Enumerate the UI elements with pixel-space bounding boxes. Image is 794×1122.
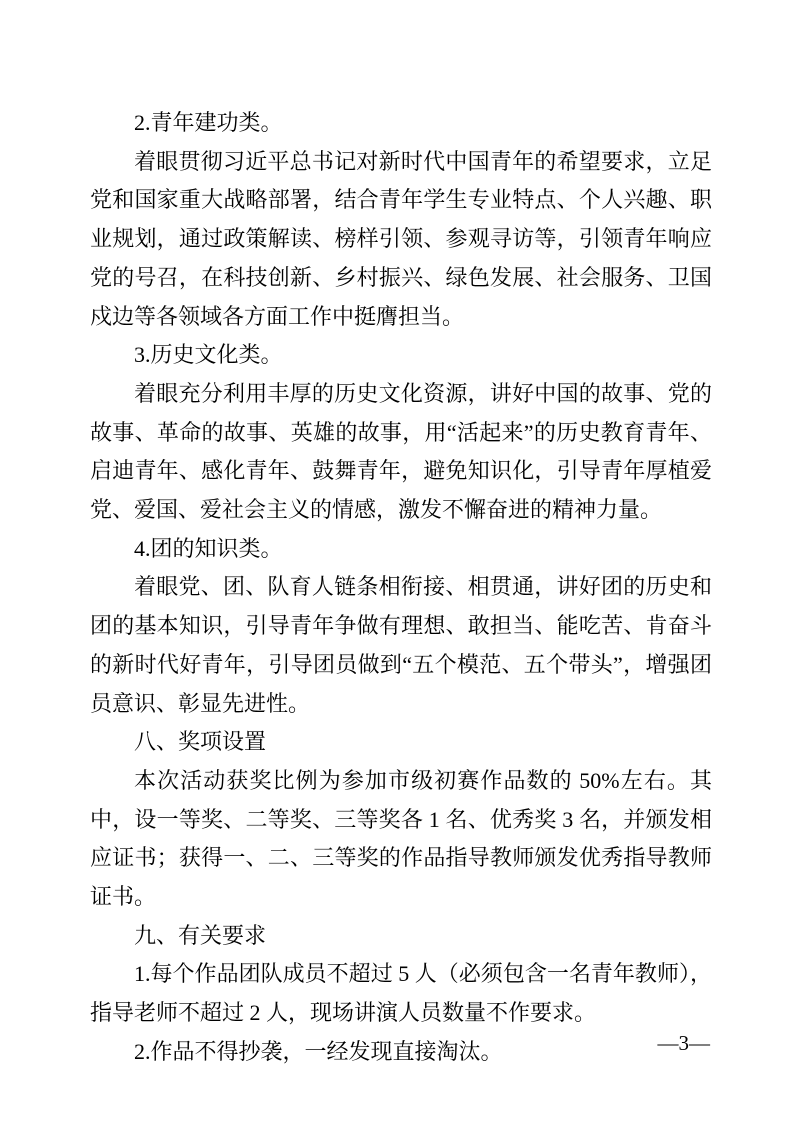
section-heading-requirements: 九、有关要求 [134,922,267,948]
section-heading-league-knowledge: 4.团的知识类。 [134,535,283,561]
paragraph-requirement-2: 2.作品不得抄袭，一经发现直接淘汰。 [134,1038,503,1064]
paragraph-youth-achievement: 着眼贯彻习近平总书记对新时代中国青年的希望要求，立足党和国家重大战略部署，结合青年学生专业特点、个人兴趣、职业规划，通过政策解读、榜样引领、参观寻访等，引领青年响应党的号召，在科技创新、乡村振兴、绿色发展、社会服务、卫国戍边等各领域各方面工作中挺膺担当。 [90,148,712,329]
paragraph-awards: 本次活动获奖比例为参加市级初赛作品数的 50%左右。其中，设一等奖、二等奖、三等奖各 1 名、优秀奖 3 名，并颁发相应证书；获得一、二、三等奖的作品指导教师颁发优秀指导教师证书。 [90,767,712,910]
paragraph-league-knowledge: 着眼党、团、队育人链条相衔接、相贯通，讲好团的历史和团的基本知识，引导青年争做有理想、敢担当、能吃苦、肯奋斗的新时代好青年，引导团员做到“五个模范、五个带头”，增强团员意识、彰显先进性。 [90,574,712,716]
section-heading-youth-achievement: 2.青年建功类。 [134,110,283,135]
section-heading-awards: 八、奖项设置 [134,729,267,755]
paragraph-requirement-1: 1.每个作品团队成员不超过 5 人（必须包含一名青年教师），指导老师不超过 2 人，现场讲演人员数量不作要求。 [90,961,712,1026]
page-number: —3— [657,1031,710,1055]
section-heading-history-culture: 3.历史文化类。 [134,342,283,368]
document-body [90,104,712,1072]
paragraph-history-culture: 着眼充分利用丰厚的历史文化资源，讲好中国的故事、党的故事、革命的故事、英雄的故事，用“活起来”的历史教育青年、启迪青年、感化青年、鼓舞青年，避免知识化，引导青年厚植爱党、爱国、爱社会主义的情感，激发不懈奋进的精神力量。 [90,380,712,523]
